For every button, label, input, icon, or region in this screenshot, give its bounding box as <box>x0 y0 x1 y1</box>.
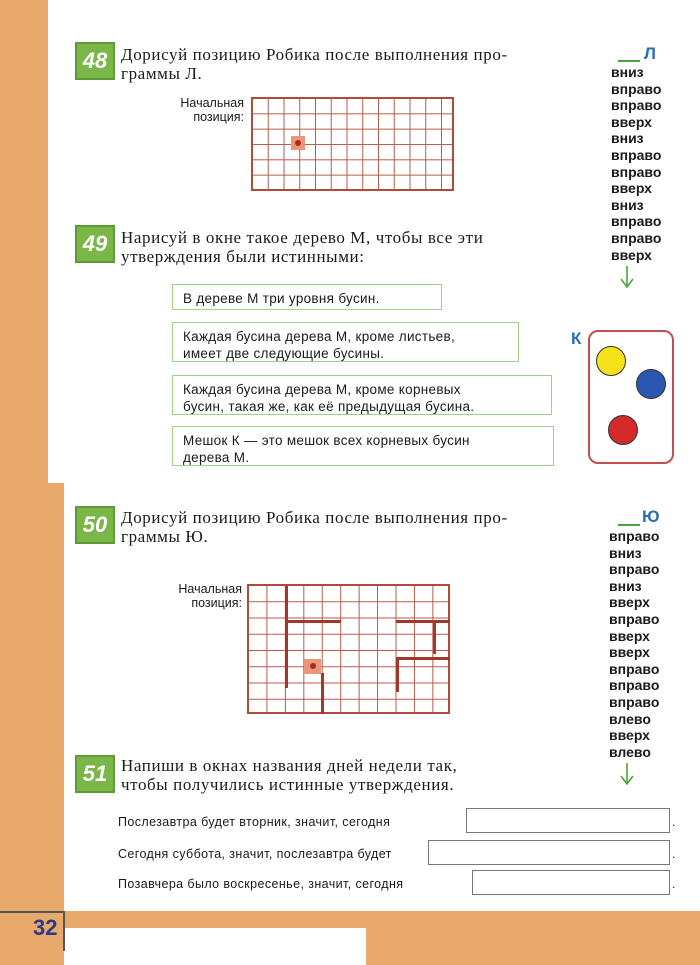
command: вниз <box>611 64 644 80</box>
statement-line: бусин, такая же, как её предыдущая бусина. <box>183 399 475 414</box>
task-50-grid[interactable] <box>247 584 450 714</box>
task-49-text-line1: Нарисуй в окне такое дерево М, чтобы все эти <box>121 228 484 247</box>
statement-line: имеет две следующие бусины. <box>183 346 385 361</box>
statement-3 <box>172 375 552 415</box>
statement-line: Каждая бусина дерева М, кроме корневых <box>183 382 461 397</box>
fill-row-1-end: . <box>672 815 676 829</box>
program-l-bar <box>618 60 640 62</box>
command: вверх <box>609 644 650 661</box>
command: вправо <box>611 80 662 97</box>
page-number: 32 <box>33 915 58 940</box>
command: вверх <box>611 246 652 263</box>
command: вверх <box>609 594 650 611</box>
program-l-commands <box>611 64 661 263</box>
command: вверх <box>611 180 652 197</box>
command: вправо <box>609 610 660 627</box>
bead-blue <box>636 369 666 399</box>
wall <box>396 657 450 660</box>
task-50-text-line2: граммы Ю. <box>121 527 209 546</box>
page-number-divider <box>0 911 64 913</box>
start-label-line1: Начальная <box>178 582 242 596</box>
task-48-text <box>121 45 591 83</box>
robot-icon <box>310 663 316 669</box>
page-number-divider-v <box>63 911 65 951</box>
task-48-grid[interactable] <box>251 97 454 191</box>
task-51-text <box>121 756 591 794</box>
wall <box>396 620 450 623</box>
fill-row-1-text: Послезавтра будет вторник, значит, сегодня <box>118 815 391 829</box>
wall <box>285 620 288 688</box>
robot-icon <box>295 140 301 146</box>
fill-row-3-end: . <box>672 877 676 891</box>
command: вправо <box>609 660 660 677</box>
program-l-name: Л <box>644 44 656 63</box>
command: вверх <box>609 627 650 644</box>
command: вправо <box>611 146 662 163</box>
task-50-start-label <box>156 582 242 610</box>
task-50-number: 50 <box>75 506 115 544</box>
start-label-line2: позиция: <box>193 110 244 124</box>
wall <box>433 620 436 654</box>
command: вправо <box>611 97 662 114</box>
command: вправо <box>611 163 662 180</box>
command: вправо <box>611 213 662 230</box>
command: вправо <box>611 229 662 246</box>
bead-yellow <box>596 346 626 376</box>
task-49-number: 49 <box>75 225 115 263</box>
fill-row-2-end: . <box>672 847 676 861</box>
command: вправо <box>609 561 660 578</box>
statement-2 <box>172 322 519 362</box>
start-label-line2: позиция: <box>191 596 242 610</box>
arrow-down-icon <box>620 266 634 288</box>
program-yu-commands <box>609 528 659 760</box>
command: вниз <box>609 544 642 561</box>
day-input-1[interactable] <box>466 808 670 833</box>
program-yu-bar <box>618 524 640 526</box>
statement-line: дерева М. <box>183 450 250 465</box>
command: вниз <box>611 130 644 147</box>
command: вниз <box>609 577 642 594</box>
wall <box>285 586 288 620</box>
task-48-text-line2: граммы Л. <box>121 64 203 83</box>
task-50-text-line1: Дорисуй позицию Робика после выполнения про- <box>121 508 508 527</box>
start-label-line1: Начальная <box>180 96 244 110</box>
command: вправо <box>609 677 660 694</box>
task-48-text-line1: Дорисуй позицию Робика после выполнения про- <box>121 45 508 64</box>
wall <box>285 620 341 623</box>
fill-row-2-text: Сегодня суббота, значит, послезавтра будет <box>118 847 392 861</box>
command: вверх <box>609 727 650 744</box>
task-48-number: 48 <box>75 42 115 80</box>
task-50-text <box>121 508 591 546</box>
arrow-down-icon <box>620 763 634 785</box>
task-48-start-label <box>160 96 244 124</box>
task-49-text <box>121 228 591 266</box>
day-input-2[interactable] <box>428 840 670 865</box>
task-49-text-line2: утверждения были истинными: <box>121 247 365 266</box>
bag-k[interactable] <box>588 330 674 464</box>
wall <box>321 673 324 714</box>
statement-1 <box>172 284 442 310</box>
command: вправо <box>609 528 660 544</box>
task-51-number: 51 <box>75 755 115 793</box>
task-51-text-line1: Напиши в окнах названия дней недели так, <box>121 756 458 775</box>
program-yu-name: Ю <box>642 507 660 526</box>
bead-red <box>608 415 638 445</box>
statement-line: В дереве М три уровня бусин. <box>183 291 380 306</box>
command: вправо <box>609 693 660 710</box>
command: влево <box>609 710 651 727</box>
fill-row-3-text: Позавчера было воскресенье, значит, сегодня <box>118 877 404 891</box>
wall <box>396 657 399 692</box>
bag-k-name: К <box>571 329 582 348</box>
statement-line: Каждая бусина дерева М, кроме листьев, <box>183 329 455 344</box>
page-area-footer <box>64 928 366 965</box>
task-51-text-line2: чтобы получились истинные утверждения. <box>121 775 455 794</box>
command: влево <box>609 743 651 760</box>
command: вниз <box>611 196 644 213</box>
day-input-3[interactable] <box>472 870 670 895</box>
statement-line: Мешок К — это мешок всех корневых бусин <box>183 433 470 448</box>
statement-4 <box>172 426 554 466</box>
command: вверх <box>611 113 652 130</box>
